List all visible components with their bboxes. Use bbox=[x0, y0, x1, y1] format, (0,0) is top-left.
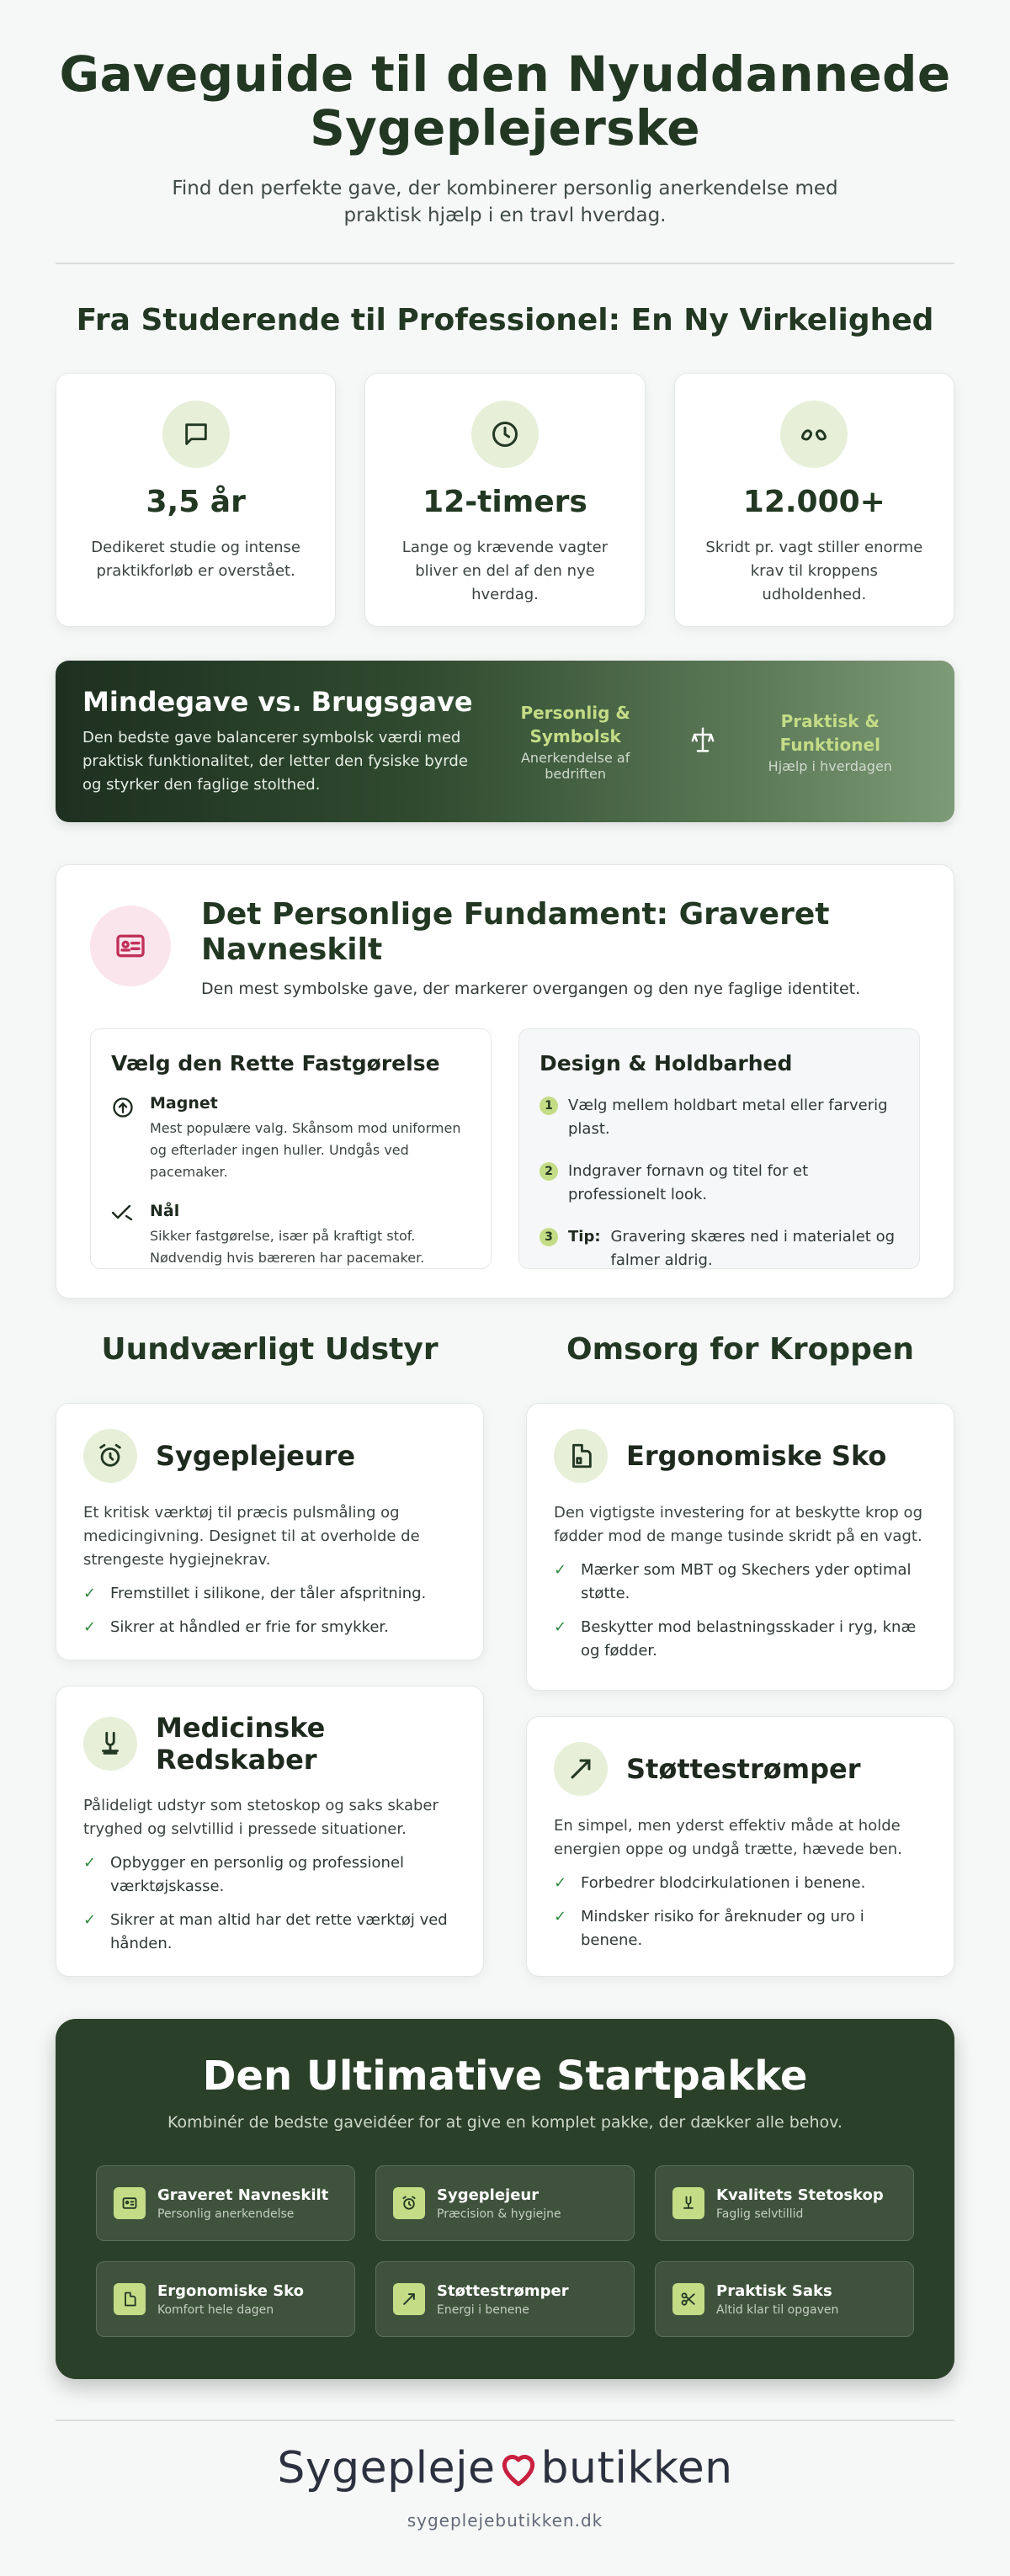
step-tip-label: Tip: bbox=[568, 1228, 601, 1246]
step-number: 2 bbox=[540, 1162, 558, 1181]
check-item bbox=[83, 1582, 456, 1606]
divider bbox=[56, 263, 954, 264]
fastening-box bbox=[90, 1028, 492, 1269]
card-support-stockings bbox=[526, 1716, 954, 1977]
gift-balance-banner bbox=[56, 661, 954, 822]
pack-item-nameplate bbox=[96, 2165, 355, 2241]
pack-title: Praktisk Saks bbox=[716, 2281, 832, 2300]
option-title: Magnet bbox=[150, 1094, 218, 1113]
stat-card-steps bbox=[674, 373, 954, 627]
header bbox=[0, 0, 1010, 229]
fastening-option-magnet bbox=[111, 1094, 470, 1183]
pack-item-stethoscope bbox=[655, 2165, 914, 2241]
equipment-title: Uundværligt Udstyr bbox=[101, 1332, 439, 1367]
practical-side bbox=[746, 709, 914, 774]
fastening-title: Vælg den Rette Fastgørelse bbox=[111, 1051, 440, 1076]
pack-title: Kvalitets Stetoskop bbox=[716, 2186, 884, 2204]
trend-up-icon bbox=[554, 1742, 608, 1796]
card-title: Medicinske Redskaber bbox=[156, 1712, 326, 1776]
shoe-icon bbox=[554, 1429, 608, 1483]
design-step bbox=[540, 1160, 899, 1207]
step-number: 1 bbox=[540, 1097, 558, 1115]
pack-item-scissors bbox=[655, 2261, 914, 2337]
card-nurse-watch bbox=[56, 1403, 484, 1660]
starter-pack bbox=[56, 2019, 954, 2379]
footprints-icon bbox=[780, 401, 848, 468]
banner-text: Den bedste gave balancerer symbolsk værdi med praktisk funktionalitet, der letter den fysiske byrde og styrker den faglige stolthed. bbox=[82, 729, 468, 794]
logo-text-left: Sygepleje bbox=[277, 2443, 496, 2494]
card-title: Sygeplejeure bbox=[156, 1440, 356, 1472]
card-text: Den vigtigste investering for at beskytte krop og fødder mod de mange tusinde skridt på en vagt. bbox=[554, 1504, 922, 1545]
logo-text-right: butikken bbox=[540, 2443, 733, 2494]
nameplate-title: Det Personlige Fundament: Graveret Navneskilt bbox=[201, 897, 830, 967]
check-text: Mindsker risiko for åreknuder og uro i benene. bbox=[581, 1908, 864, 1949]
clock-icon bbox=[471, 401, 539, 468]
banner-title: Mindegave vs. Brugsgave bbox=[82, 686, 473, 718]
symbolic-sub: Anerkendelse af bedriften bbox=[520, 750, 630, 782]
pack-title: Støttestrømper bbox=[437, 2281, 569, 2300]
trend-up-icon bbox=[393, 2283, 425, 2315]
starter-items bbox=[56, 2165, 954, 2337]
gift-categories bbox=[56, 1332, 954, 1977]
check-icon: ✓ bbox=[554, 1874, 567, 1892]
heart-icon bbox=[497, 2447, 540, 2489]
card-title: Støttestrømper bbox=[626, 1753, 861, 1785]
check-item bbox=[554, 1559, 927, 1606]
shoe-icon bbox=[114, 2283, 146, 2315]
check-icon: ✓ bbox=[83, 1911, 97, 1929]
card-medical-tools bbox=[56, 1686, 484, 1977]
pin-check-icon bbox=[111, 1202, 136, 1269]
check-icon: ✓ bbox=[83, 1854, 97, 1872]
starter-subtitle: Kombinér de bedste gaveidéer for at give en komplet pakke, der dækker alle behov. bbox=[167, 2113, 843, 2132]
check-item bbox=[554, 1905, 927, 1952]
card-text: En simpel, men yderst effektiv måde at holde energien oppe og undgå trætte, hævede ben. bbox=[554, 1817, 902, 1858]
chat-icon bbox=[162, 401, 230, 468]
stat-text: Dedikeret studie og intense praktikforløb er overstået. bbox=[91, 539, 301, 580]
option-text: Sikker fastgørelse, især på kraftigt stof. Nødvendig hvis bæreren har pacemaker. bbox=[150, 1228, 425, 1266]
magnet-icon bbox=[111, 1094, 136, 1183]
step-text: Vælg mellem holdbart metal eller farverig plast. bbox=[568, 1097, 888, 1138]
alarm-clock-icon bbox=[83, 1429, 137, 1483]
divider bbox=[56, 2419, 954, 2421]
check-icon: ✓ bbox=[83, 1618, 97, 1636]
brand-logo[interactable] bbox=[277, 2443, 732, 2494]
pack-sub: Faglig selvtillid bbox=[716, 2207, 804, 2221]
starter-title: Den Ultimative Startpakke bbox=[202, 2053, 808, 2100]
pack-sub: Altid klar til opgaven bbox=[716, 2302, 839, 2317]
stat-text: Lange og krævende vagter bliver en del af den nye hverdag. bbox=[401, 539, 609, 603]
check-icon: ✓ bbox=[554, 1908, 567, 1925]
page-subtitle: Find den perfekte gave, der kombinerer personlig anerkendelse med praktisk hjælp i en travl hverdag. bbox=[172, 178, 838, 226]
pack-sub: Præcision & hygiejne bbox=[437, 2207, 561, 2221]
stat-card-study bbox=[56, 373, 336, 627]
stat-text: Skridt pr. vagt stiller enorme krav til kroppens udholdenhed. bbox=[705, 539, 923, 603]
check-item bbox=[554, 1872, 927, 1895]
stat-value: 12.000+ bbox=[742, 485, 885, 519]
scale-icon bbox=[686, 725, 720, 757]
equipment-column bbox=[56, 1332, 484, 1977]
check-text: Forbedrer blodcirkulationen i benene. bbox=[581, 1874, 866, 1892]
check-icon: ✓ bbox=[554, 1618, 567, 1636]
nameplate-section bbox=[56, 864, 954, 1299]
check-icon: ✓ bbox=[83, 1585, 97, 1602]
symbolic-label: Personlig & Symbolsk bbox=[520, 703, 630, 746]
pack-item-shoes bbox=[96, 2261, 355, 2337]
pack-title: Sygeplejeur bbox=[437, 2186, 540, 2204]
pack-title: Ergonomiske Sko bbox=[157, 2281, 305, 2300]
option-text: Mest populære valg. Skånsom mod uniformen og efterlader ingen huller. Undgås ved pacemaker. bbox=[150, 1120, 461, 1180]
scissors-icon bbox=[672, 2283, 704, 2315]
stat-value: 12-timers bbox=[423, 485, 587, 519]
transition-section-title: Fra Studerende til Professionel: En Ny Virkelighed bbox=[76, 303, 934, 337]
badge-icon bbox=[114, 2187, 146, 2219]
nameplate-subtitle: Den mest symbolske gave, der markerer overgangen og den nye faglige identitet. bbox=[201, 980, 861, 998]
footer bbox=[0, 2443, 1010, 2531]
body-care-column bbox=[526, 1332, 954, 1977]
design-step bbox=[540, 1225, 899, 1272]
practical-sub: Hjælp i hverdagen bbox=[768, 757, 892, 774]
card-ergonomic-shoes bbox=[526, 1403, 954, 1691]
check-text: Mærker som MBT og Skechers yder optimal støtte. bbox=[581, 1561, 912, 1602]
check-item bbox=[83, 1909, 456, 1956]
check-item bbox=[554, 1616, 927, 1663]
step-text: Indgraver fornavn og titel for et professionelt look. bbox=[568, 1162, 809, 1203]
pack-sub: Energi i benene bbox=[437, 2302, 529, 2317]
option-title: Nål bbox=[150, 1202, 180, 1220]
check-text: Fremstillet i silikone, der tåler afspritning. bbox=[110, 1585, 427, 1602]
design-box bbox=[518, 1028, 920, 1269]
symbolic-side bbox=[492, 701, 660, 782]
check-icon: ✓ bbox=[554, 1561, 567, 1579]
pack-item-watch bbox=[375, 2165, 635, 2241]
stats-row bbox=[56, 373, 954, 627]
check-item bbox=[83, 1616, 456, 1639]
check-item bbox=[83, 1851, 456, 1899]
stethoscope-icon bbox=[672, 2187, 704, 2219]
fastening-option-pin bbox=[111, 1202, 470, 1269]
stethoscope-icon bbox=[83, 1717, 137, 1771]
website-url[interactable]: sygeplejebutikken.dk bbox=[407, 2510, 603, 2531]
stat-card-shifts bbox=[364, 373, 645, 627]
check-text: Beskytter mod belastningsskader i ryg, knæ og fødder. bbox=[581, 1618, 917, 1660]
card-text: Pålideligt udstyr som stetoskop og saks skaber tryghed og selvtillid i pressede situationer. bbox=[83, 1797, 439, 1838]
step-number: 3 bbox=[540, 1228, 558, 1246]
body-care-title: Omsorg for Kroppen bbox=[566, 1332, 914, 1367]
pack-title: Graveret Navneskilt bbox=[157, 2186, 329, 2204]
check-text: Sikrer at håndled er frie for smykker. bbox=[110, 1618, 389, 1636]
pack-sub: Komfort hele dagen bbox=[157, 2302, 274, 2317]
pack-item-stockings bbox=[375, 2261, 635, 2337]
stat-value: 3,5 år bbox=[146, 485, 246, 519]
check-text: Sikrer at man altid har det rette værktøj ved hånden. bbox=[110, 1911, 448, 1952]
practical-label: Praktisk & Funktionel bbox=[779, 710, 880, 755]
design-title: Design & Holdbarhed bbox=[540, 1051, 793, 1076]
page-title: Gaveguide til den Nyuddannede Sygeplejerske bbox=[59, 45, 951, 157]
card-text: Et kritisk værktøj til præcis pulsmåling og medicingivning. Designet til at overholde de strengeste hygiejnekrav. bbox=[83, 1504, 420, 1569]
badge-icon bbox=[90, 906, 171, 986]
alarm-clock-icon bbox=[393, 2187, 425, 2219]
check-text: Opbygger en personlig og professionel værktøjskasse. bbox=[110, 1854, 405, 1895]
design-step bbox=[540, 1094, 899, 1141]
pack-sub: Personlig anerkendelse bbox=[157, 2207, 295, 2221]
card-title: Ergonomiske Sko bbox=[626, 1440, 887, 1472]
step-text: Gravering skæres ned i materialet og falmer aldrig. bbox=[610, 1228, 896, 1269]
